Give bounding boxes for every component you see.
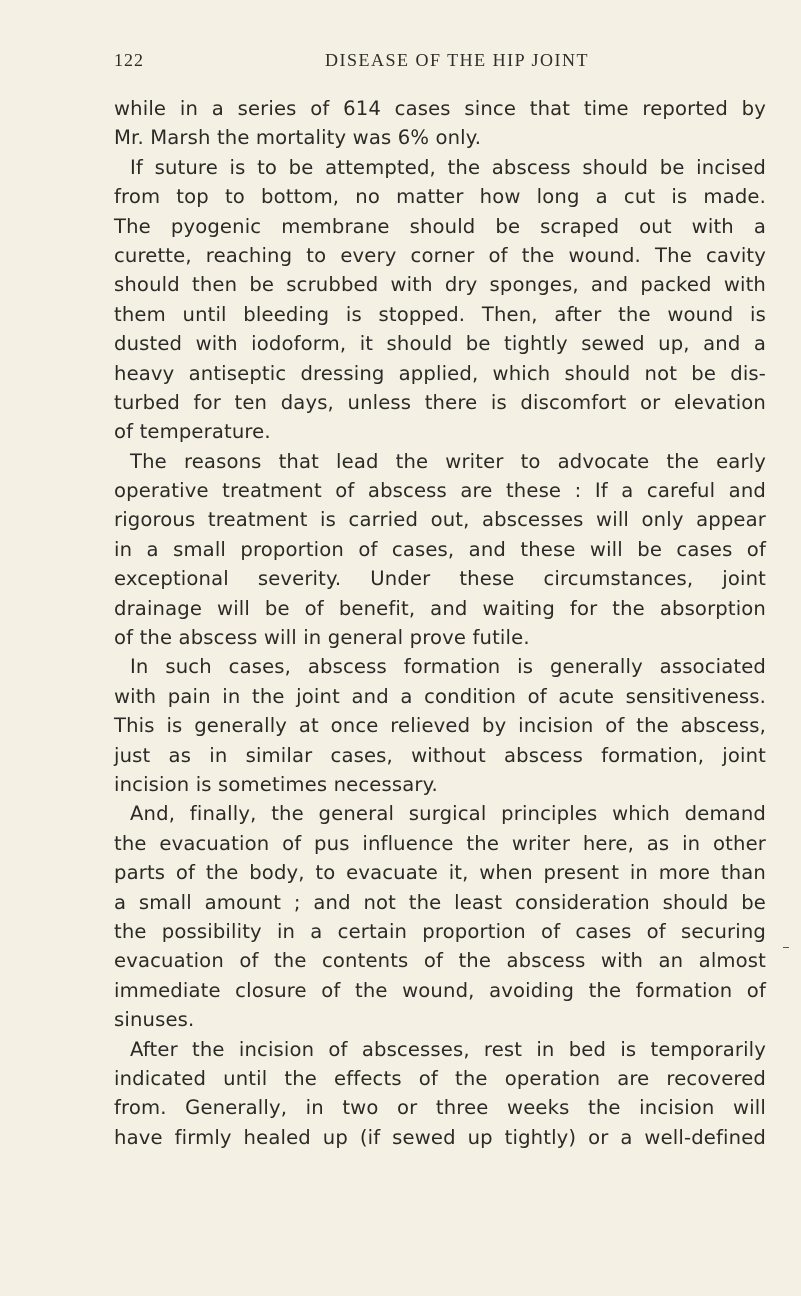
text-line: parts of the body, to evacuate it, when present in more than xyxy=(114,861,766,885)
text-line: immediate closure of the wound, avoiding the formation of xyxy=(114,978,766,1002)
text-line: incision is sometimes necessary. xyxy=(114,772,438,796)
text-line: Mr. Marsh the mortality was 6% only. xyxy=(114,126,482,150)
text-line: should then be scrubbed with dry sponges, and packed with xyxy=(114,273,766,297)
text-line: heavy antiseptic dressing applied, which should not be dis- xyxy=(114,361,766,385)
text-line: in a small proportion of cases, and these will be cases of xyxy=(114,537,766,561)
text-line: And, finally, the general surgical principles which demand xyxy=(130,802,766,826)
text-line: from top to bottom, no matter how long a cut is made. xyxy=(114,185,766,209)
text-line: The pyogenic membrane should be scraped out with a xyxy=(114,214,766,238)
margin-mark xyxy=(783,947,789,948)
text-line: of temperature. xyxy=(114,420,271,444)
text-line: rigorous treatment is carried out, abscesses will only appear xyxy=(114,508,766,532)
text-line: while in a series of 614 cases since that time reported by xyxy=(114,97,766,120)
text-line: the evacuation of pus influence the writer here, as in other xyxy=(114,831,766,855)
text-line: If suture is to be attempted, the abscess should be incised xyxy=(130,155,766,179)
text-line: with pain in the joint and a condition of acute sensitiveness. xyxy=(114,684,766,708)
text-line: dusted with iodoform, it should be tightly sewed up, and a xyxy=(114,332,766,356)
text-line: a small amount ; and not the least consideration should be xyxy=(114,890,766,914)
text-line: exceptional severity. Under these circumstances, joint xyxy=(114,567,766,591)
text-line: them until bleeding is stopped. Then, after the wound is xyxy=(114,302,766,326)
text-line: have firmly healed up (if sewed up tightly) or a well-defined xyxy=(114,1125,766,1149)
text-line: turbed for ten days, unless there is discomfort or elevation xyxy=(114,390,766,414)
running-title: DISEASE OF THE HIP JOINT xyxy=(324,50,589,70)
text-line: indicated until the effects of the operation are recovered xyxy=(114,1066,766,1090)
text-line: just as in similar cases, without abscess formation, joint xyxy=(114,743,766,767)
running-head xyxy=(114,50,770,76)
text-line: the possibility in a certain proportion of cases of securing xyxy=(114,919,766,943)
text-line: After the incision of abscesses, rest in bed is temporarily xyxy=(130,1037,766,1061)
text-line: evacuation of the contents of the abscess with an almost xyxy=(114,949,766,973)
text-line: In such cases, abscess formation is generally associated xyxy=(130,655,766,679)
page-number: 122 xyxy=(114,50,144,70)
text-line: from. Generally, in two or three weeks the incision will xyxy=(114,1096,766,1120)
text-line: curette, reaching to every corner of the wound. The cavity xyxy=(114,243,766,267)
text-line: The reasons that lead the writer to advocate the early xyxy=(130,449,766,473)
text-line: of the abscess will in general prove futile. xyxy=(114,626,530,650)
text-line: sinuses. xyxy=(114,1008,195,1032)
text-line: operative treatment of abscess are these : If a careful and xyxy=(114,479,766,503)
text-line: drainage will be of benefit, and waiting for the absorption xyxy=(114,596,766,620)
body-text xyxy=(114,94,766,1152)
text-line: This is generally at once relieved by incision of the abscess, xyxy=(114,714,766,738)
